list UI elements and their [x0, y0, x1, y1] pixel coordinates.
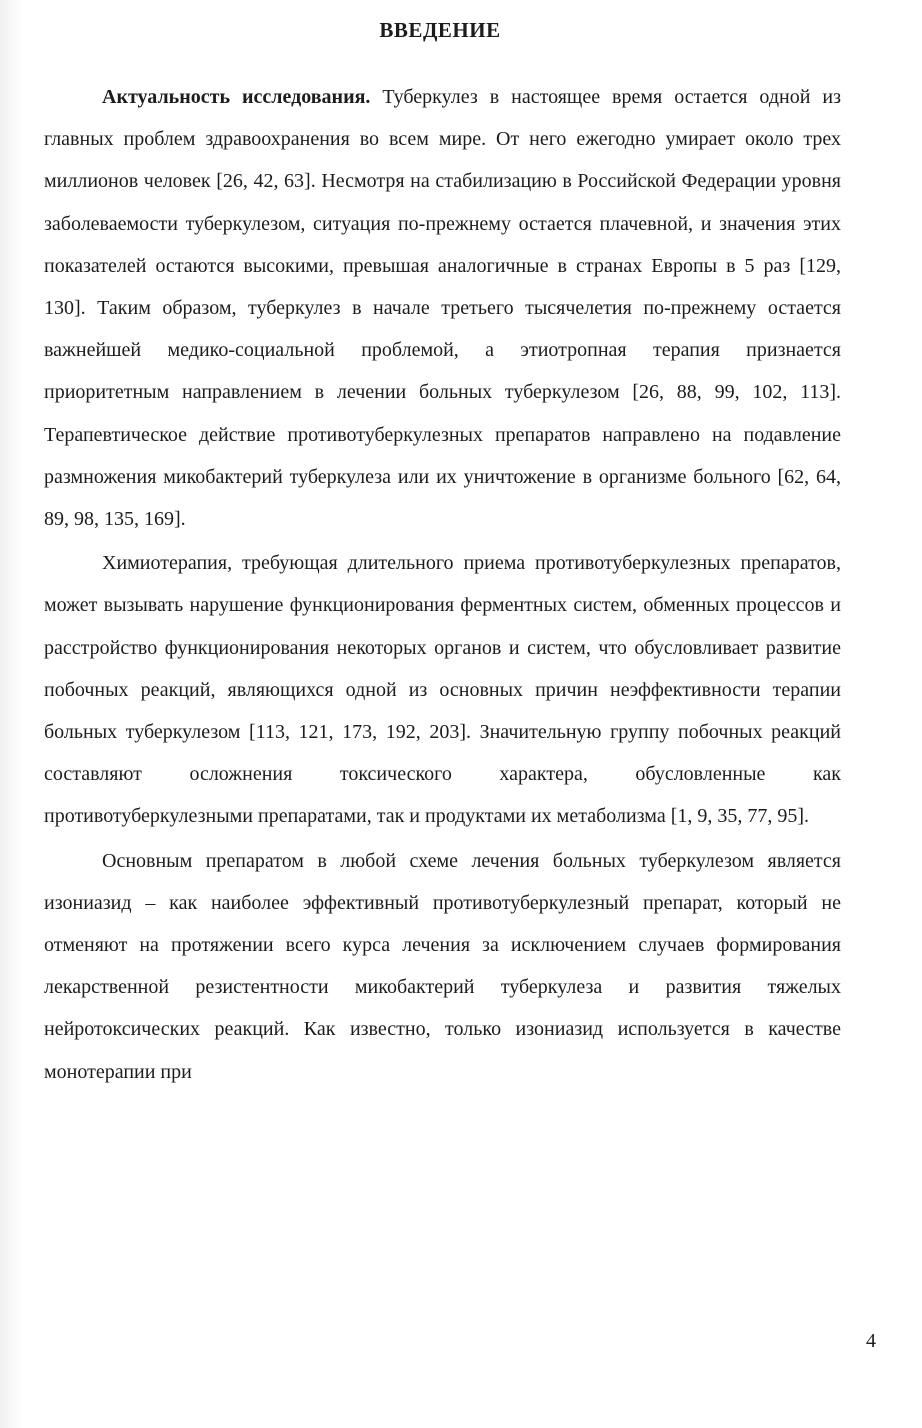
paragraph-text: Туберкулез в настоящее время остается одной из главных проблем здравоохранения во всем мире. От него ежегодно умирает около трех миллионов человек [26, 42, 63]. Несмотря на стабилизацию в Российской Федерации уровня заболеваемости туберкулезом, ситуация по-прежнему остается плачевной, и значения этих показателей остаются высокими, превышая аналогичные в странах Европы в 5 раз [129, 130]. Таким образом, туберкулез в начале третьего тысячелетия по-прежнему остается важнейшей медико-социальной проблемой, а этиотропная терапия признается приоритетным направлением в лечении больных туберкулезом [26, 88, 99, 102, 113]. Терапевтическое действие противотуберкулезных препаратов направлено на подавление размножения микобактерий туберкулеза или их уничтожение в организме больного [62, 64, 89, 98, 135, 169].: [44, 86, 841, 531]
paragraph-relevance: [44, 76, 841, 540]
body-text: [44, 76, 841, 1093]
paragraph-lead: Актуальность исследования.: [102, 86, 371, 108]
paragraph-text: Основным препаратом в любой схеме лечения больных туберкулезом является изониазид – как наиболее эффективный противотуберкулезный препарат, который не отменяют на протяжении всего курса лечения за исключением случаев формирования лекарственной резистентности микобактерий туберкулеза и развития тяжелых нейротоксических реакций. Как известно, только изониазид используется в качестве монотерапии при: [44, 849, 841, 1083]
page-number: 4: [866, 1330, 876, 1352]
paragraph-isoniazid: [44, 840, 841, 1093]
scan-edge-shadow: [0, 0, 24, 1428]
paragraph-text: Химиотерапия, требующая длительного приема противотуберкулезных препаратов, может вызывать нарушение функционирования ферментных систем, обменных процессов и расстройство функционирования некоторых органов и систем, что обусловливает развитие побочных реакций, являющихся одной из основных причин неэффективности терапии больных туберкулезом [113, 121, 173, 192, 203]. Значительную группу побочных реакций составляют осложнения токсического характера, обусловленные как противотуберкулезными препаратами, так и продуктами их метаболизма [1, 9, 35, 77, 95].: [44, 552, 841, 828]
section-heading: ВВЕДЕНИЕ: [379, 18, 501, 42]
paragraph-chemotherapy: [44, 542, 841, 837]
